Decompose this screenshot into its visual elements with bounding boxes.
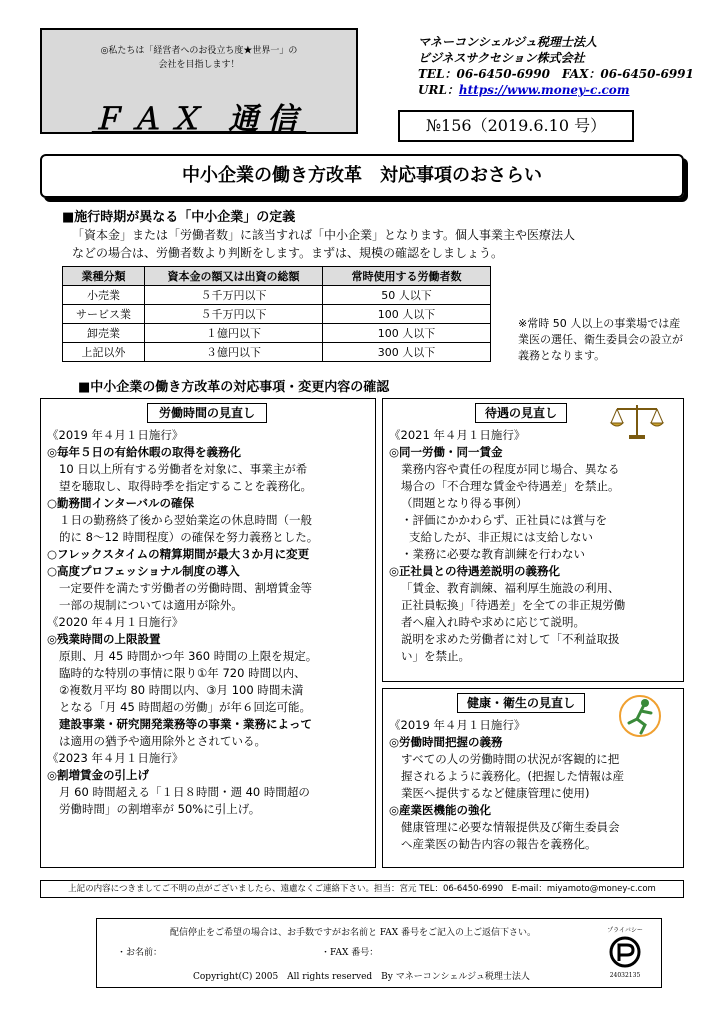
item-text: へ産業医の勧告内容の報告を義務化。 xyxy=(401,837,597,851)
section1-intro xyxy=(72,226,692,262)
item-text: 一部の規制については適用が除外。 xyxy=(59,598,243,612)
item-text: ・業務に必要な教育訓練を行わない xyxy=(401,547,585,561)
effective-date: 《2019 年４月１日施行》 xyxy=(389,718,526,732)
item-heading: ○勤務間インターバルの確保 xyxy=(47,496,194,510)
item-heading: ◎割増賃金の引上げ xyxy=(47,768,150,782)
privacy-mark-icon xyxy=(607,935,643,969)
table-cell: 100 人以下 xyxy=(323,324,491,343)
section2-heading: ■中小企業の働き方改革の対応事項・変更内容の確認 xyxy=(78,380,390,395)
table-cell: １億円以下 xyxy=(145,324,323,343)
item-text: 者へ雇入れ時や求めに応じて説明。 xyxy=(401,615,585,629)
fax-field-label[interactable]: ・FAX 番号： xyxy=(321,948,379,958)
table-header: 業種分類 xyxy=(63,267,145,286)
company-name-2: ビジネスサクセション株式会社 xyxy=(418,51,585,65)
website-link[interactable]: https://www.money-c.com xyxy=(458,83,630,97)
table-cell: 小売業 xyxy=(63,286,145,305)
item-text: ②複数月平均 80 時間以内、③月 100 時間未満 xyxy=(59,683,304,697)
item-text: は適用の猶予や適用除外とされている。 xyxy=(59,734,266,748)
privacy-mark xyxy=(597,927,653,985)
intro-line-1: 「資本金」または「労働者数」に該当すれば「中小企業」となります。個人事業主や医療法人 xyxy=(72,228,576,242)
panel-tag: 健康・衛生の見直し xyxy=(457,693,585,713)
item-heading: ◎産業医機能の強化 xyxy=(389,803,492,817)
effective-date: 《2021 年４月１日施行》 xyxy=(389,428,526,442)
sme-definition-table xyxy=(62,266,491,362)
item-text: 健康管理に必要な情報提供及び衛生委員会 xyxy=(401,820,620,834)
table-header: 資本金の額又は出資の総額 xyxy=(145,267,323,286)
privacy-mark-text: プライバシー xyxy=(607,927,643,934)
item-text: 的に 8～12 時間程度）の確保を努力義務とした。 xyxy=(59,530,319,544)
company-info xyxy=(418,34,718,98)
item-text: 臨時的な特別の事情に限り①年 720 時間以内、 xyxy=(59,666,306,680)
item-text: 望を聴取し、取得時季を指定することを義務化。 xyxy=(59,479,312,493)
panel-treatment xyxy=(382,398,684,682)
url-label: URL： xyxy=(418,83,459,97)
item-text: １日の勤務終了後から翌始業迄の休息時間（一般 xyxy=(59,513,312,527)
table-cell: ３億円以下 xyxy=(145,343,323,362)
company-name-1: マネーコンシェルジュ税理士法人 xyxy=(418,35,597,49)
panel-health xyxy=(382,688,684,868)
item-heading: ○高度プロフェッショナル制度の導入 xyxy=(47,564,240,578)
reply-form xyxy=(96,918,662,988)
item-text: 業医へ提供するなど健康管理に使用) xyxy=(401,786,590,800)
industrial-physician-note: ※常時 50 人以上の事業場では産業医の選任、衛生委員会の設立が義務となります。 xyxy=(518,317,683,362)
panel-tag: 労働時間の見直し xyxy=(147,403,267,423)
item-text: （問題となり得る事例） xyxy=(401,496,528,510)
panel-body xyxy=(389,717,679,853)
motto: ◎私たちは「経営者へのお役立ち度★世界一」の 会社を目指します！ xyxy=(100,46,298,70)
issue-number: №156（2019.6.10 号） xyxy=(398,110,634,142)
table-cell: 50 人以下 xyxy=(323,286,491,305)
item-text: すべての人の労働時間の状況が客観的に把 xyxy=(401,752,620,766)
item-text: 「賃金、教育訓練、福利厚生施設の利用、 xyxy=(401,581,620,595)
item-text: 業務内容や責任の程度が同じ場合、異なる xyxy=(401,462,620,476)
table-cell: 100 人以下 xyxy=(323,305,491,324)
panel-body xyxy=(47,427,373,818)
intro-line-2: などの場合は、労働者数より判断をします。まずは、規模の確認をしましょう。 xyxy=(72,246,504,260)
item-text: 10 日以上所有する労働者を対象に、事業主が希 xyxy=(59,462,308,476)
item-text: ・評価にかかわらず、正社員には賞与を xyxy=(401,513,608,527)
item-text: 場合の「不合理な賃金や待遇差」を禁止。 xyxy=(401,479,620,493)
item-heading: ◎正社員との待遇差説明の義務化 xyxy=(389,564,561,578)
item-text: 説明を求めた労働者に対して「不利益取扱 xyxy=(401,632,620,646)
item-heading: ◎毎年５日の有給休暇の取得を義務化 xyxy=(47,445,242,459)
section1-heading: ■施行時期が異なる「中小企業」の定義 xyxy=(62,210,296,225)
tel-fax: TEL：06-6450-6990 FAX：06-6450-6991 xyxy=(418,67,694,81)
item-text: 支給したが、非正規には支給しない xyxy=(409,530,593,544)
fax-header-box xyxy=(40,28,358,137)
item-text: 建設事業・研究開発業務等の事業・業務によって xyxy=(59,717,312,731)
table-row xyxy=(63,305,491,324)
item-text: 月 60 時間超える「１日８時間・週 40 時間超の xyxy=(59,785,310,799)
unsubscribe-note: 配信停止をご希望の場合は、お手数ですがお名前と FAX 番号をご記入の上ご返信下さい。 xyxy=(169,928,537,938)
table-cell: ５千万円以下 xyxy=(145,305,323,324)
effective-date: 《2020 年４月１日施行》 xyxy=(47,615,184,629)
table-cell: ５千万円以下 xyxy=(145,286,323,305)
page-title: 中小企業の働き方改革 対応事項のおさらい xyxy=(40,154,684,198)
item-text: 原則、月 45 時間かつ年 360 時間の上限を規定。 xyxy=(59,649,318,663)
copyright: Copyright(C) 2005 All rights reserved By マネーコンシェルジュ税理士法人 xyxy=(193,972,530,982)
effective-date: 《2019 年４月１日施行》 xyxy=(47,428,184,442)
table-cell: サービス業 xyxy=(63,305,145,324)
table-cell: 300 人以下 xyxy=(323,343,491,362)
item-heading: ◎同一労働・同一賃金 xyxy=(389,445,503,459)
panel-tag: 待遇の見直し xyxy=(475,403,567,423)
item-text: 握されるように義務化。(把握した情報は産 xyxy=(401,769,624,783)
table-header: 常時使用する労働者数 xyxy=(323,267,491,286)
table-row xyxy=(63,343,491,362)
fax-title: ＦＡＸ 通信 xyxy=(91,102,307,137)
item-text: 正社員転換」「待遇差」を全ての非正規労働 xyxy=(401,598,626,612)
table-row xyxy=(63,324,491,343)
table-cell: 卸売業 xyxy=(63,324,145,343)
item-text: い」を禁止。 xyxy=(401,649,470,663)
privacy-mark-number: 24032135 xyxy=(609,972,641,979)
panel-body xyxy=(389,427,679,665)
table-cell: 上記以外 xyxy=(63,343,145,362)
contact-line: 上記の内容につきましてご不明の点がございましたら、遠慮なくご連絡下さい。担当：宮元 TEL：06-6450-6990 E-mail：miyamoto@money-c.com xyxy=(40,880,684,898)
item-text: となる「月 45 時間超の労働」が年６回迄可能。 xyxy=(59,700,311,714)
item-heading: ◎残業時間の上限設置 xyxy=(47,632,161,646)
name-field-label[interactable]: ・お名前： xyxy=(117,948,163,958)
panel-working-hours xyxy=(40,398,376,868)
item-text: 労働時間」の割増率が 50%に引上げ。 xyxy=(59,802,261,816)
url-line xyxy=(418,82,718,98)
effective-date: 《2023 年４月１日施行》 xyxy=(47,751,184,765)
item-heading: ○フレックスタイムの精算期間が最大３か月に変更 xyxy=(47,547,310,561)
item-heading: ◎労働時間把握の義務 xyxy=(389,735,503,749)
table-header-row xyxy=(63,267,491,286)
item-text: 一定要件を満たす労働者の労働時間、割増賃金等 xyxy=(59,581,312,595)
table-row xyxy=(63,286,491,305)
